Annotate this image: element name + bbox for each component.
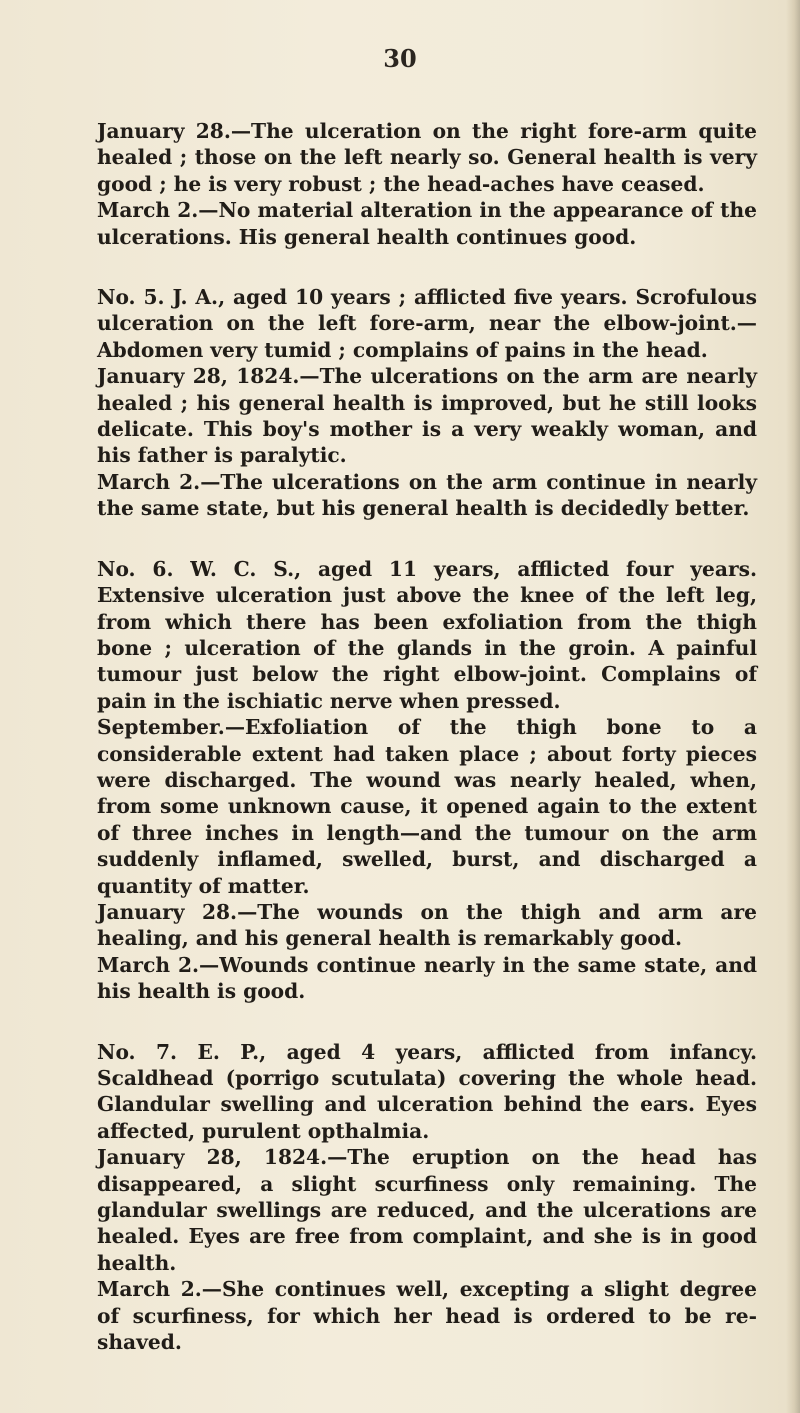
paragraph: January 28, 1824.—The ulcerations on the arm are nearly healed ; his general health is improved, but he still looks delicate. This boy's mother is a very weakly woman, and his father is paralytic. (97, 364, 757, 468)
page-edge-shadow (786, 0, 800, 1413)
case-no-6 (97, 556, 757, 1005)
paragraph: March 2.—Wounds continue nearly in the same state, and his health is good. (97, 952, 757, 1004)
paragraph: January 28, 1824.—The eruption on the head has disappeared, a slight scurfiness only remaining. The glandular swellings are reduced, and the ulcerations are healed. Eyes are free from complaint, and she is in good health. (97, 1145, 757, 1275)
case-no-7 (97, 1039, 757, 1356)
paragraph: September.—Exfoliation of the thigh bone to a considerable extent had taken place ; about forty pieces were discharged. The wound was nearly healed, when, from some unknown cause, it opened again to the extent of three inches in length—and the tumour on the arm suddenly inflamed, swelled, burst, and discharged a quantity of matter. (97, 715, 757, 898)
paragraph: January 28.—The wounds on the thigh and arm are healing, and his general health is remarkably good. (97, 899, 757, 951)
case-continuation (97, 118, 757, 250)
page-body (97, 118, 757, 1389)
page-number: 30 (383, 44, 417, 73)
paragraph: January 28.—The ulceration on the right fore-arm quite healed ; those on the left nearly so. General health is very good ; he is very robust ; the head-aches have ceased. (97, 119, 757, 196)
paragraph: March 2.—She continues well, excepting a slight degree of scurfiness, for which her head is ordered to be re-shaved. (97, 1277, 757, 1355)
paragraph: No. 5. J. A., aged 10 years ; afflicted five years. Scrofulous ulceration on the left fore-arm, near the elbow-joint.— Abdomen very tumid ; complains of pains in the head. (97, 285, 757, 362)
case-no-5 (97, 284, 757, 522)
paragraph: No. 7. E. P., aged 4 years, afflicted from infancy. Scaldhead (porrigo scutulata) covering the whole head. Glandular swelling and ulceration behind the ears. Eyes affected, purulent opthalmia. (97, 1039, 757, 1143)
paragraph: No. 6. W. C. S., aged 11 years, afflicted four years. Extensive ulceration just above the knee of the left leg, from which there has been exfoliation from the thigh bone ; ulceration of the glands in the groin. A painful tumour just below the right elbow-joint. Complains of pain in the ischiatic nerve when pressed. (97, 556, 757, 713)
paragraph: March 2.—The ulcerations on the arm continue in nearly the same state, but his general health is decidedly better. (97, 469, 757, 521)
paragraph: March 2.—No material alteration in the appearance of the ulcerations. His general health continues good. (97, 198, 757, 249)
